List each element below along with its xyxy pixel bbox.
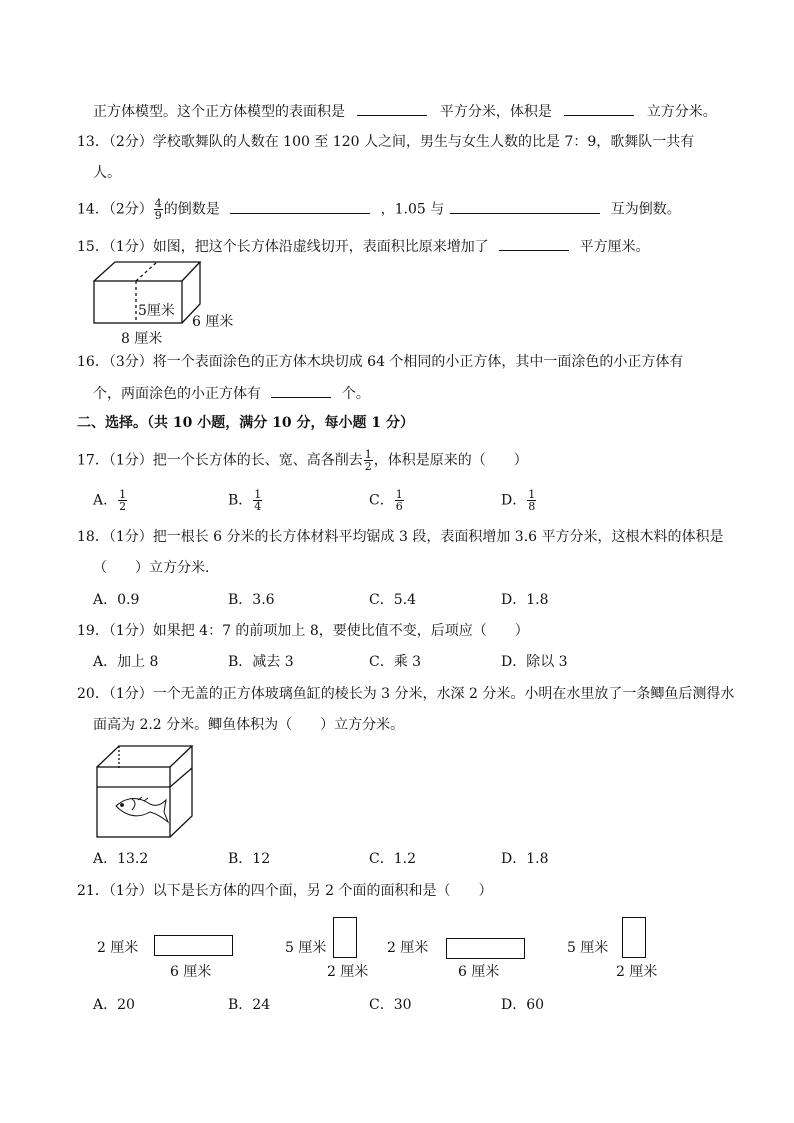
q21-face4-rect (622, 917, 646, 958)
q21-option-c[interactable]: C．30 (369, 997, 412, 1013)
q18-option-b[interactable]: B．3.6 (228, 592, 275, 608)
q21-option-d[interactable]: D．60 (501, 997, 545, 1013)
q14-blank-1[interactable] (230, 199, 370, 214)
q15-label-depth: 6 厘米 (192, 314, 234, 330)
q15-end: 平方厘米。 (579, 239, 650, 255)
q21-line: 21．（1分）以下是长方体的四个面，另 2 个面的面积和是（ ） (77, 883, 493, 899)
q14-blank-2[interactable] (450, 199, 600, 214)
q21-face3-rect (446, 938, 525, 959)
q21-face1-bottom-label: 6 厘米 (170, 964, 212, 980)
q17-fraction: $\frac{1}{2}$ (364, 448, 372, 473)
q12-line (93, 101, 717, 122)
q16-line2 (93, 383, 370, 404)
q12-blank-area[interactable] (357, 101, 427, 116)
q17-suffix: ，体积是原来的（ ） (373, 452, 528, 469)
q19-option-d[interactable]: D．除以 3 (501, 654, 568, 670)
q16-blank[interactable] (271, 383, 331, 398)
q20-fish-tank-figure (92, 742, 202, 842)
q12-end-text: 立方分米。 (646, 104, 717, 120)
q21-face4-bottom-label: 2 厘米 (616, 964, 658, 980)
q15-blank[interactable] (499, 236, 569, 251)
q17-option-b[interactable]: B． $\frac{1}{4}$ (228, 488, 262, 513)
q14-mid: 的倒数是 (163, 201, 220, 218)
q20-line2: 面高为 2.2 分米。鲫鱼体积为（ ）立方分米。 (93, 717, 405, 733)
q14-line (77, 198, 681, 221)
q21-face1-side-label: 2 厘米 (97, 940, 139, 956)
q15-label-length: 8 厘米 (121, 331, 163, 347)
q17-option-d[interactable]: D． $\frac{1}{8}$ (501, 488, 536, 513)
q16-line2a: 个，两面涂色的小正方体有 (93, 386, 261, 402)
q18-option-c[interactable]: C．5.4 (369, 592, 416, 608)
q21-option-a[interactable]: A．20 (93, 997, 135, 1013)
q21-face3-bottom-label: 6 厘米 (458, 964, 500, 980)
q18-option-a[interactable]: A．0.9 (93, 592, 140, 608)
tank-right-edges (170, 746, 192, 837)
q21-face2-rect (333, 917, 357, 958)
q12-text: 正方体模型。这个正方体模型的表面积是 (93, 104, 345, 120)
q13-line2-text: 人。 (93, 165, 121, 181)
q15-line (77, 236, 650, 257)
q21-face1-rect (154, 935, 233, 956)
q15-text: 15．（1分）如图，把这个长方体沿虚线切开，表面积比原来增加了 (77, 239, 489, 255)
q12-mid-text: 平方分米，体积是 (439, 104, 552, 120)
q15-label-height: 5厘米 (138, 303, 175, 319)
q20-line1: 20．（1分）一个无盖的正方体玻璃鱼缸的棱长为 3 分米，水深 2 分米。小明在水里放了一条鲫鱼后测得水 (77, 686, 735, 702)
q21-face2-bottom-label: 2 厘米 (327, 964, 369, 980)
q18-option-d[interactable]: D．1.8 (501, 592, 549, 608)
fish-icon (116, 797, 168, 822)
q14-mid2: ，1.05 与 (380, 201, 445, 218)
q16-line2b: 个。 (341, 386, 370, 402)
tank-top-edges (97, 746, 192, 767)
q14-prefix: 14．（2分） (77, 201, 153, 218)
q19-option-c[interactable]: C．乘 3 (369, 654, 422, 670)
q19-option-a[interactable]: A．加上 8 (93, 654, 159, 670)
q20-option-c[interactable]: C．1.2 (369, 851, 416, 867)
q21-option-b[interactable]: B．24 (228, 997, 271, 1013)
q21-face2-side-label: 5 厘米 (285, 940, 327, 956)
q13-line1: 13．（2分）学校歌舞队的人数在 100 至 120 人之间，男生与女生人数的比是 7：9，歌舞队一共有 (77, 134, 695, 150)
water-line-side (170, 768, 192, 787)
q14-fraction: $\frac{4}{9}$ (154, 197, 162, 222)
cut-line-top (136, 262, 157, 281)
q13-line2 (93, 163, 121, 183)
q20-option-a[interactable]: A．13.2 (93, 851, 149, 867)
section-title-choice: 二、选择。（共 10 小题，满分 10 分，每小题 1 分） (77, 415, 414, 431)
q20-option-b[interactable]: B．12 (228, 851, 271, 867)
q16-line1: 16．（3分）将一个表面涂色的正方体木块切成 64 个相同的小正方体，其中一面涂色的小正方体有 (77, 354, 684, 370)
q19-option-b[interactable]: B．减去 3 (228, 654, 294, 670)
q17-prefix: 17．（1分）把一个长方体的长、宽、高各削去 (77, 452, 363, 469)
q12-blank-volume[interactable] (564, 101, 634, 116)
q19-line: 19．（1分）如果把 4：7 的前项加上 8，要使比值不变，后项应（ ） (77, 623, 529, 639)
q21-face4-side-label: 5 厘米 (567, 940, 609, 956)
q21-face3-side-label: 2 厘米 (387, 940, 429, 956)
q18-line1: 18．（1分）把一根长 6 分米的长方体材料平均锯成 3 段，表面积增加 3.6 平方分米，这根木料的体积是 (77, 529, 724, 545)
q17-line (77, 449, 528, 472)
q20-option-d[interactable]: D．1.8 (501, 851, 549, 867)
q18-line2: （ ）立方分米． (93, 560, 219, 576)
q17-option-c[interactable]: C． $\frac{1}{6}$ (369, 488, 403, 513)
q17-option-a[interactable]: A． $\frac{1}{2}$ (93, 488, 127, 513)
q14-end: 互为倒数。 (610, 201, 681, 218)
